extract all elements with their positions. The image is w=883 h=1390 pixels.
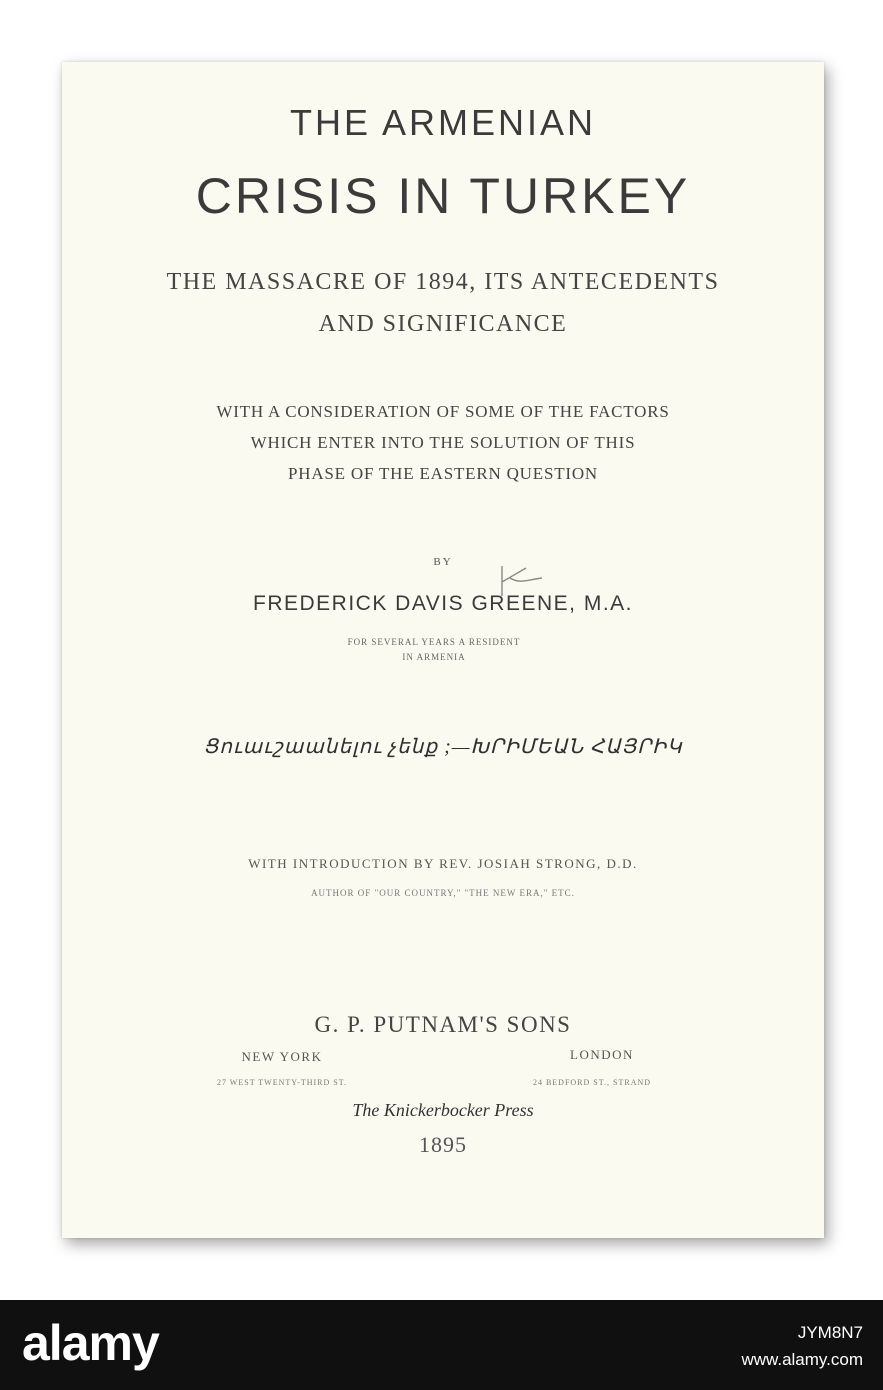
title-line-1: THE ARMENIAN: [289, 102, 597, 143]
subtitle-line-1: THE MASSACRE OF 1894, ITS ANTECEDENTS: [166, 269, 720, 295]
author-description-line-2: IN ARMENIA: [402, 652, 466, 662]
handwritten-mark-icon: [496, 562, 556, 602]
consideration-line-1: WITH A CONSIDERATION OF SOME OF THE FACTORS: [216, 402, 670, 421]
press-name: The Knickerbocker Press: [352, 1100, 534, 1120]
publisher-city-right: LONDON: [570, 1047, 634, 1062]
armenian-quote: Ցուաւշաանելու չենք ;—ԽՐԻՄԵԱՆ ՀԱՅՐԻԿ: [203, 736, 683, 758]
consideration-line-2: WHICH ENTER INTO THE SOLUTION OF THIS: [250, 433, 636, 452]
publication-year: 1895: [419, 1132, 467, 1157]
introduction-line-2: AUTHOR OF "OUR COUNTRY," "THE NEW ERA," ETC.: [311, 888, 575, 898]
publisher-city-left: NEW YORK: [241, 1049, 323, 1064]
publisher-name: G. P. PUTNAM'S SONS: [314, 1012, 572, 1037]
introduction-line-1: WITH INTRODUCTION BY REV. JOSIAH STRONG, D.D.: [248, 856, 638, 871]
publisher-address-left: 27 WEST TWENTY-THIRD ST.: [216, 1078, 348, 1087]
title-line-2: CRISIS IN TURKEY: [195, 168, 691, 224]
site-url: www.alamy.com: [741, 1350, 863, 1369]
title-page: [62, 62, 824, 1238]
by-label: BY: [433, 556, 453, 568]
publisher-address-right: 24 BEDFORD ST., STRAND: [532, 1078, 652, 1087]
author-name: FREDERICK DAVIS GREENE, M.A.: [253, 592, 633, 615]
author-description-line-1: FOR SEVERAL YEARS A RESIDENT: [347, 637, 521, 647]
image-id: JYM8N7: [797, 1323, 863, 1342]
subtitle-line-2: AND SIGNIFICANCE: [318, 311, 568, 337]
alamy-logo: alamy: [22, 1315, 159, 1371]
consideration-line-3: PHASE OF THE EASTERN QUESTION: [287, 464, 598, 483]
